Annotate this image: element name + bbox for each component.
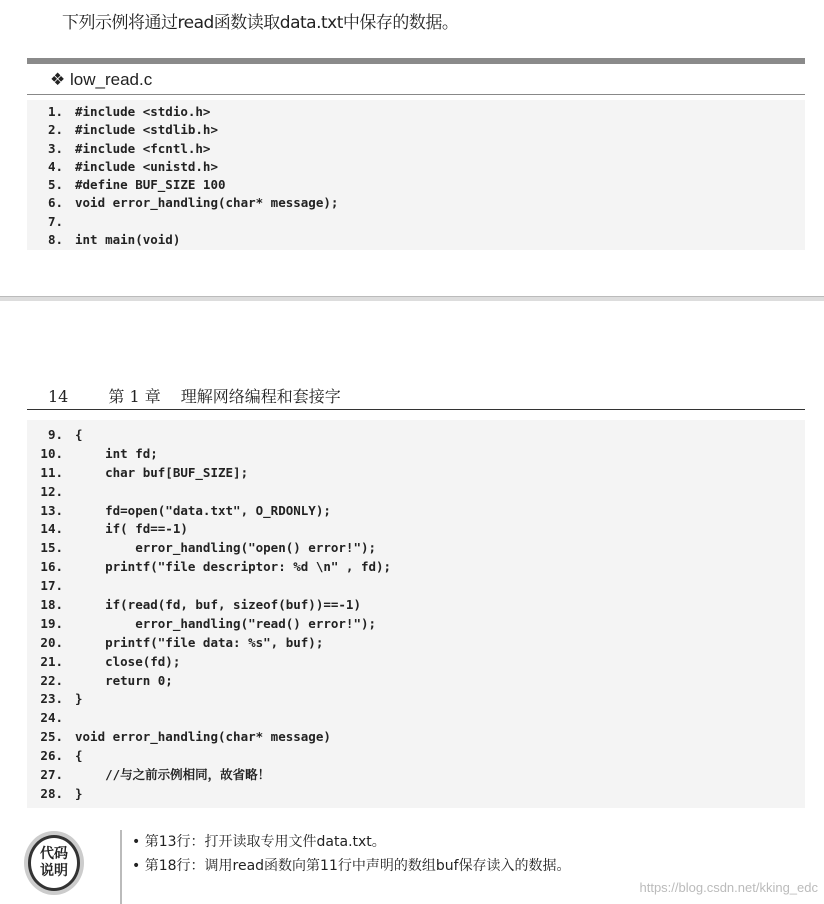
note-item: • 第13行：打开读取专用文件data.txt。 xyxy=(132,834,386,850)
line-code: void error_handling(char* message); xyxy=(75,195,339,211)
divider xyxy=(27,94,805,95)
line-code: close(fd); xyxy=(75,653,181,669)
code-line xyxy=(27,445,805,464)
code-line xyxy=(27,634,805,653)
line-number: 21. xyxy=(40,653,63,669)
line-number: 3. xyxy=(47,140,63,156)
line-number: 20. xyxy=(40,634,63,650)
badge-text: 说明 xyxy=(40,863,68,879)
line-code: #include <stdlib.h> xyxy=(75,122,218,138)
line-number: 8. xyxy=(47,232,63,248)
line-number: 19. xyxy=(40,615,63,631)
line-code: printf("file data: %s", buf); xyxy=(75,634,324,650)
code-line xyxy=(27,158,805,176)
line-code: #include <unistd.h> xyxy=(75,158,218,174)
diamond-bullet-icon: ❖ xyxy=(50,70,66,89)
line-code: #include <fcntl.h> xyxy=(75,140,211,156)
code-block-1 xyxy=(27,100,805,250)
line-code: error_handling("open() error!"); xyxy=(75,540,377,556)
line-number: 5. xyxy=(47,177,63,193)
explain-notes xyxy=(132,830,571,878)
line-code: char buf[BUF_SIZE]; xyxy=(75,464,249,480)
line-code: printf("file descriptor: %d \n" , fd); xyxy=(75,559,392,575)
code-line xyxy=(27,176,805,194)
line-code: if(read(fd, buf, sizeof(buf))==-1) xyxy=(75,597,361,613)
code-line xyxy=(27,728,805,747)
line-number: 13. xyxy=(40,502,63,518)
note-item: • 第18行：调用read函数向第11行中声明的数组buf保存读入的数据。 xyxy=(132,858,571,874)
line-number: 1. xyxy=(47,104,63,119)
code-line xyxy=(27,194,805,212)
code-line xyxy=(27,213,805,231)
badge-text: 代码 xyxy=(40,846,68,862)
line-code: void error_handling(char* message) xyxy=(75,729,331,745)
file-title xyxy=(50,70,152,90)
line-code: return 0; xyxy=(75,672,173,688)
line-number: 27. xyxy=(40,767,63,783)
line-number: 26. xyxy=(40,748,63,764)
line-code: } xyxy=(75,785,83,801)
line-number: 11. xyxy=(40,464,63,480)
line-number: 15. xyxy=(40,540,63,556)
line-number: 6. xyxy=(47,195,63,211)
code-line xyxy=(27,577,805,596)
divider xyxy=(120,830,122,904)
line-code: int main(void) xyxy=(75,232,181,248)
line-code: #define BUF_SIZE 100 xyxy=(75,177,226,193)
line-number: 10. xyxy=(40,445,63,461)
line-code: int fd; xyxy=(75,445,158,461)
line-number: 7. xyxy=(47,213,63,229)
header-rule xyxy=(27,409,805,410)
code-line xyxy=(27,140,805,158)
code-line xyxy=(27,520,805,539)
intro-text: 下列示例将通过read函数读取data.txt中保存的数据。 xyxy=(62,13,459,33)
line-number: 14. xyxy=(40,521,63,537)
code-line xyxy=(27,690,805,709)
line-number: 24. xyxy=(40,710,63,726)
code-line xyxy=(27,121,805,139)
line-code: error_handling("read() error!"); xyxy=(75,615,377,631)
page-number: 14 xyxy=(48,387,69,406)
line-code: { xyxy=(75,427,83,442)
code-explain-badge xyxy=(28,835,80,891)
line-code: { xyxy=(75,748,83,764)
watermark: https://blog.csdn.net/kking_edc xyxy=(639,880,818,895)
code-line xyxy=(27,464,805,483)
code-line xyxy=(27,615,805,634)
line-number: 18. xyxy=(40,597,63,613)
line-number: 23. xyxy=(40,691,63,707)
code-line xyxy=(27,539,805,558)
line-code: fd=open("data.txt", O_RDONLY); xyxy=(75,502,331,518)
code-line xyxy=(27,785,805,804)
chapter-label: 第 1 章 xyxy=(108,387,161,406)
section-bar xyxy=(27,58,805,64)
line-number: 9. xyxy=(47,427,63,442)
line-code: //与之前示例相同，故省略！ xyxy=(75,767,271,783)
file-name: low_read.c xyxy=(69,70,153,89)
code-line xyxy=(27,653,805,672)
line-code: if( fd==-1) xyxy=(75,521,188,537)
code-line xyxy=(27,558,805,577)
line-number: 28. xyxy=(40,785,63,801)
line-number: 17. xyxy=(40,578,63,594)
code-line xyxy=(27,103,805,121)
code-line xyxy=(27,502,805,521)
code-line xyxy=(27,596,805,615)
page-header xyxy=(48,384,381,407)
line-number: 4. xyxy=(47,158,63,174)
code-line xyxy=(27,483,805,502)
line-number: 12. xyxy=(40,483,63,499)
page-break xyxy=(0,296,824,301)
line-number: 2. xyxy=(47,122,63,138)
line-number: 16. xyxy=(40,559,63,575)
code-block-2 xyxy=(27,420,805,808)
line-number: 25. xyxy=(40,729,63,745)
code-line xyxy=(27,231,805,249)
line-code: #include <stdio.h> xyxy=(75,104,211,119)
chapter-title: 理解网络编程和套接字 xyxy=(180,387,341,406)
code-line xyxy=(27,747,805,766)
line-code: } xyxy=(75,691,83,707)
code-line xyxy=(27,672,805,691)
code-line xyxy=(27,709,805,728)
code-line xyxy=(27,426,805,445)
code-line xyxy=(27,766,805,785)
line-number: 22. xyxy=(40,672,63,688)
